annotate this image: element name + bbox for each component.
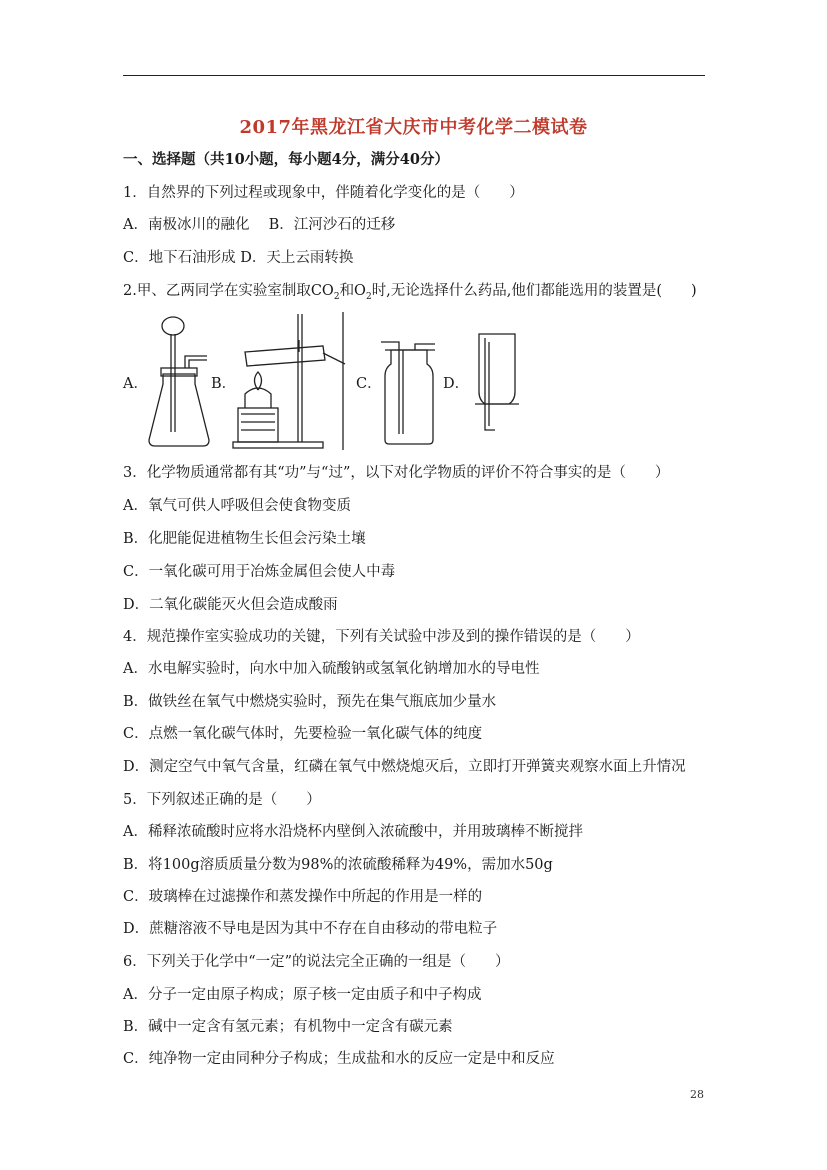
question-6: 6．下列关于化学中“一定”的说法完全正确的一组是（ ） [123,954,510,970]
figure-label-c: C． [356,376,382,392]
q5-option-d: D．蔗糖溶液不导电是因为其中不存在自由移动的带电粒子 [123,921,498,937]
apparatus-a-flask-icon [149,317,209,446]
q4-option-c: C．点燃一氧化碳气体时，先要检验一氧化碳气体的纯度 [123,726,483,742]
q4-option-b: B．做铁丝在氧气中燃烧实验时，预先在集气瓶底加少量水 [123,694,497,710]
question-2 [123,281,697,307]
apparatus-d-inverted-jar-icon [475,334,519,430]
question-3: 3．化学物质通常都有其“功”与“过”，以下对化学物质的评价不符合事实的是（ ） [123,465,670,481]
q5-option-a: A．稀释浓硫酸时应将水沿烧杯内壁倒入浓硫酸中，并用玻璃棒不断搅拌 [123,824,583,840]
q5-option-c: C．玻璃棒在过滤操作和蒸发操作中所起的作用是一样的 [123,889,483,905]
q3-option-a: A．氧气可供人呼吸但会使食物变质 [123,498,351,514]
q1-option-cd: C．地下石油形成 D．天上云雨转换 [123,250,354,266]
q3-option-d: D．二氧化碳能灭火但会造成酸雨 [123,597,338,613]
q2-mid: 和O [339,283,366,299]
q3-option-c: C．一氧化碳可用于冶炼金属但会使人中毒 [123,564,396,580]
q2-sub-1: 2 [333,291,340,302]
header-rule [123,75,705,76]
apparatus-c-gas-jar-icon [381,342,435,444]
q3-option-b: B．化肥能促进植物生长但会污染土壤 [123,531,366,547]
apparatus-figure [123,312,623,452]
figure-label-a: A． [123,376,148,392]
q6-option-a: A．分子一定由原子构成；原子核一定由质子和中子构成 [123,987,482,1003]
page-title: 2017年黑龙江省大庆市中考化学二模试卷 [239,117,588,138]
q1-option-ab: A．南极冰川的融化 B．江河沙石的迁移 [123,217,396,233]
figure-label-b: B． [211,376,237,392]
q5-option-b: B．将100g溶质质量分数为98%的浓硫酸稀释为49%，需加水50g [123,857,553,873]
section-heading: 一、选择题（共10小题，每小题4分，满分40分） [123,151,449,168]
question-4: 4．规范操作室实验成功的关键，下列有关试验中涉及到的操作错误的是（ ） [123,629,640,645]
q4-option-d: D．测定空气中氧气含量，红磷在氧气中燃烧熄灭后，立即打开弹簧夹观察水面上升情况 [123,759,686,775]
page-number: 28 [690,1088,704,1101]
q6-option-c: C．纯净物一定由同种分子构成；生成盐和水的反应一定是中和反应 [123,1051,555,1067]
q2-prefix: 2.甲、乙两同学在实验室制取CO [123,283,334,299]
q2-suffix: 时,无论选择什么药品,他们都能选用的装置是( ) [371,283,697,299]
q6-option-b: B．碱中一定含有氢元素；有机物中一定含有碳元素 [123,1019,453,1035]
question-5: 5．下列叙述正确的是（ ） [123,792,321,808]
question-1: 1．自然界的下列过程或现象中，伴随着化学变化的是（ ） [123,185,524,201]
q4-option-a: A．水电解实验时，向水中加入硫酸钠或氢氧化钠增加水的导电性 [123,661,540,677]
q2-sub-2: 2 [365,291,372,302]
apparatus-b-heating-icon [233,314,345,448]
figure-label-d: D． [443,376,470,392]
